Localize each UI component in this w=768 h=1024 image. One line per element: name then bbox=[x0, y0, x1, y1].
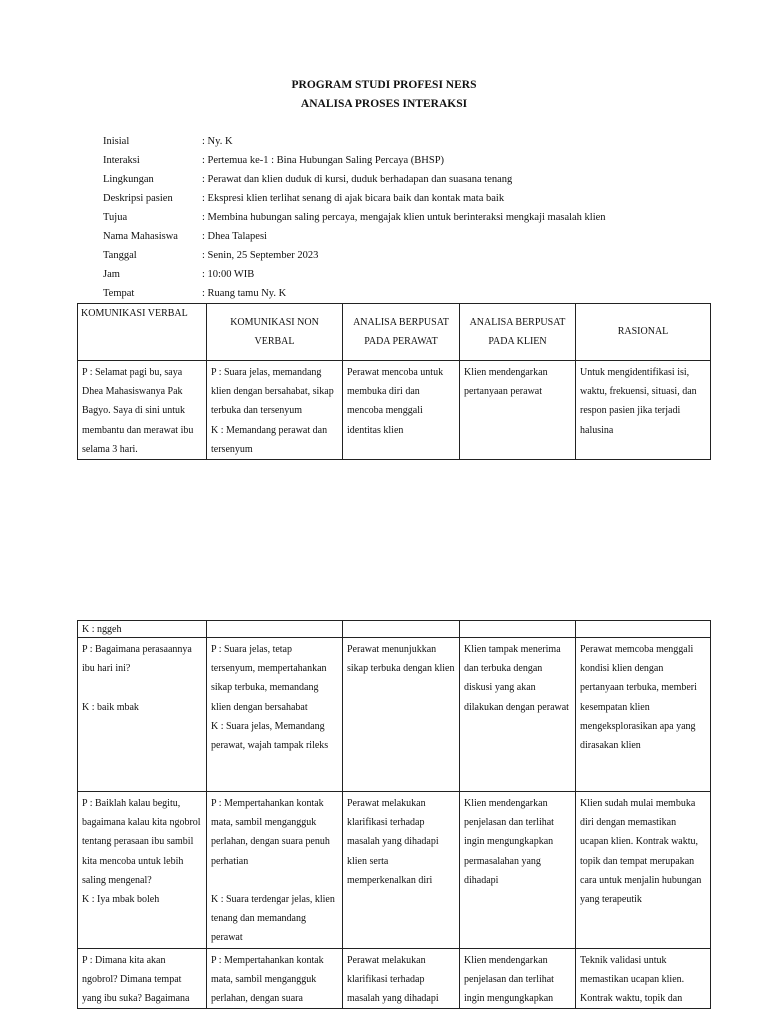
info-label: Tujua bbox=[103, 212, 128, 223]
cell-rationale bbox=[576, 621, 711, 638]
info-label: Lingkungan bbox=[103, 174, 154, 185]
cell-verbal: P : Selamat pagi bu, saya Dhea Mahasiswanya Pak Bagyo. Saya di sini untuk membantu dan merawat ibu selama 3 hari. bbox=[78, 361, 207, 460]
info-label: Nama Mahasiswa bbox=[103, 231, 178, 242]
cell-nurse-analysis: Perawat melakukan klarifikasi terhadap masalah yang dihadapi klien serta memperkenalkan diri bbox=[343, 792, 460, 949]
cell-client-analysis: Klien mendengarkan penjelasan dan terlihat ingin mengungkapkan permasalahan yang dihadapi bbox=[460, 792, 576, 949]
cell-rationale: Perawat memcoba menggali kondisi klien dengan pertanyaan terbuka, memberi kesempatan klien mengeksplorasikan apa yang dirasakan klien bbox=[576, 638, 711, 792]
info-value: : 10:00 WIB bbox=[202, 269, 255, 280]
column-header-rationale: RASIONAL bbox=[576, 304, 711, 361]
cell-nonverbal: P : Suara jelas, memandang klien dengan bersahabat, sikap terbuka dan tersenyum K : Memandang perawat dan tersenyum bbox=[207, 361, 343, 460]
cell-nonverbal bbox=[207, 621, 343, 638]
info-label: Inisial bbox=[103, 136, 130, 147]
cell-nurse-analysis: Perawat melakukan klarifikasi terhadap masalah yang dihadapi bbox=[343, 948, 460, 1009]
info-value: : Ekspresi klien terlihat senang di ajak bicara baik dan kontak mata baik bbox=[202, 193, 505, 204]
cell-nonverbal: P : Mempertahankan kontak mata, sambil mengangguk perlahan, dengan suara penuh perhatian K : Suara terdengar jelas, klien tenang dan memandang perawat bbox=[207, 792, 343, 949]
info-value: : Dhea Talapesi bbox=[202, 231, 267, 242]
info-value: : Perawat dan klien duduk di kursi, duduk berhadapan dan suasana tenang bbox=[202, 174, 513, 185]
table-row bbox=[78, 948, 711, 1009]
info-value: : Senin, 25 September 2023 bbox=[202, 250, 319, 261]
column-header-nonverbal: KOMUNIKASI NON VERBAL bbox=[207, 304, 343, 361]
cell-rationale: Klien sudah mulai membuka diri dengan memastikan ucapan klien. Kontrak waktu, topik dan tempat merupakan cara untuk menjalin hubungan yang terapeutik bbox=[576, 792, 711, 949]
table-row bbox=[78, 621, 711, 638]
info-value: : Ny. K bbox=[202, 136, 233, 147]
column-header-verbal: KOMUNIKASI VERBAL bbox=[78, 304, 207, 361]
info-label: Interaksi bbox=[103, 155, 140, 166]
cell-rationale: Teknik validasi untuk memastikan ucapan klien. Kontrak waktu, topik dan bbox=[576, 948, 711, 1009]
cell-nonverbal: P : Suara jelas, tetap tersenyum, mempertahankan sikap terbuka, memandang klien dengan bersahabat K : Suara jelas, Memandang perawat, wajah tampak rileks bbox=[207, 638, 343, 792]
cell-nonverbal: P : Mempertahankan kontak mata, sambil mengangguk perlahan, dengan suara bbox=[207, 948, 343, 1009]
table-row bbox=[78, 638, 711, 792]
interaction-table-page-1 bbox=[77, 303, 711, 460]
cell-nurse-analysis: Perawat mencoba untuk membuka diri dan mencoba menggali identitas klien bbox=[343, 361, 460, 460]
table-row bbox=[78, 361, 711, 460]
info-label: Jam bbox=[103, 269, 120, 280]
cell-verbal: K : nggeh bbox=[78, 621, 207, 638]
column-header-client-analysis: ANALISA BERPUSAT PADA KLIEN bbox=[460, 304, 576, 361]
interaction-table-page-2 bbox=[77, 620, 711, 1009]
document-title: PROGRAM STUDI PROFESI NERS bbox=[291, 79, 477, 91]
cell-verbal: P : Bagaimana perasaannya ibu hari ini? K : baik mbak bbox=[78, 638, 207, 792]
info-value: : Ruang tamu Ny. K bbox=[202, 288, 287, 299]
cell-verbal: P : Dimana kita akan ngobrol? Dimana tempat yang ibu suka? Bagaimana bbox=[78, 948, 207, 1009]
cell-client-analysis: Klien mendengarkan pertanyaan perawat bbox=[460, 361, 576, 460]
info-value: : Membina hubungan saling percaya, mengajak klien untuk berinteraksi mengkaji masalah klien bbox=[202, 212, 606, 223]
info-label: Tempat bbox=[103, 288, 135, 299]
document-subtitle: ANALISA PROSES INTERAKSI bbox=[300, 98, 468, 110]
cell-nurse-analysis: Perawat menunjukkan sikap terbuka dengan klien bbox=[343, 638, 460, 792]
cell-rationale: Untuk mengidentifikasi isi, waktu, frekuensi, situasi, dan respon pasien jika terjadi halusina bbox=[576, 361, 711, 460]
table-header-row bbox=[78, 304, 711, 361]
info-value: : Pertemua ke-1 : Bina Hubungan Saling Percaya (BHSP) bbox=[202, 155, 445, 166]
document-titles bbox=[0, 76, 768, 114]
info-label: Deskripsi pasien bbox=[103, 193, 173, 204]
table-row bbox=[78, 792, 711, 949]
cell-client-analysis: Klien mendengarkan penjelasan dan terlihat ingin mengungkapkan bbox=[460, 948, 576, 1009]
cell-client-analysis: Klien tampak menerima dan terbuka dengan diskusi yang akan dilakukan dengan perawat bbox=[460, 638, 576, 792]
cell-verbal: P : Baiklah kalau begitu, bagaimana kalau kita ngobrol tentang perasaan ibu sambil kita mencoba untuk lebih saling mengenal? K : Iya mbak boleh bbox=[78, 792, 207, 949]
cell-client-analysis bbox=[460, 621, 576, 638]
column-header-nurse-analysis: ANALISA BERPUSAT PADA PERAWAT bbox=[343, 304, 460, 361]
info-label: Tanggal bbox=[103, 250, 137, 261]
cell-nurse-analysis bbox=[343, 621, 460, 638]
